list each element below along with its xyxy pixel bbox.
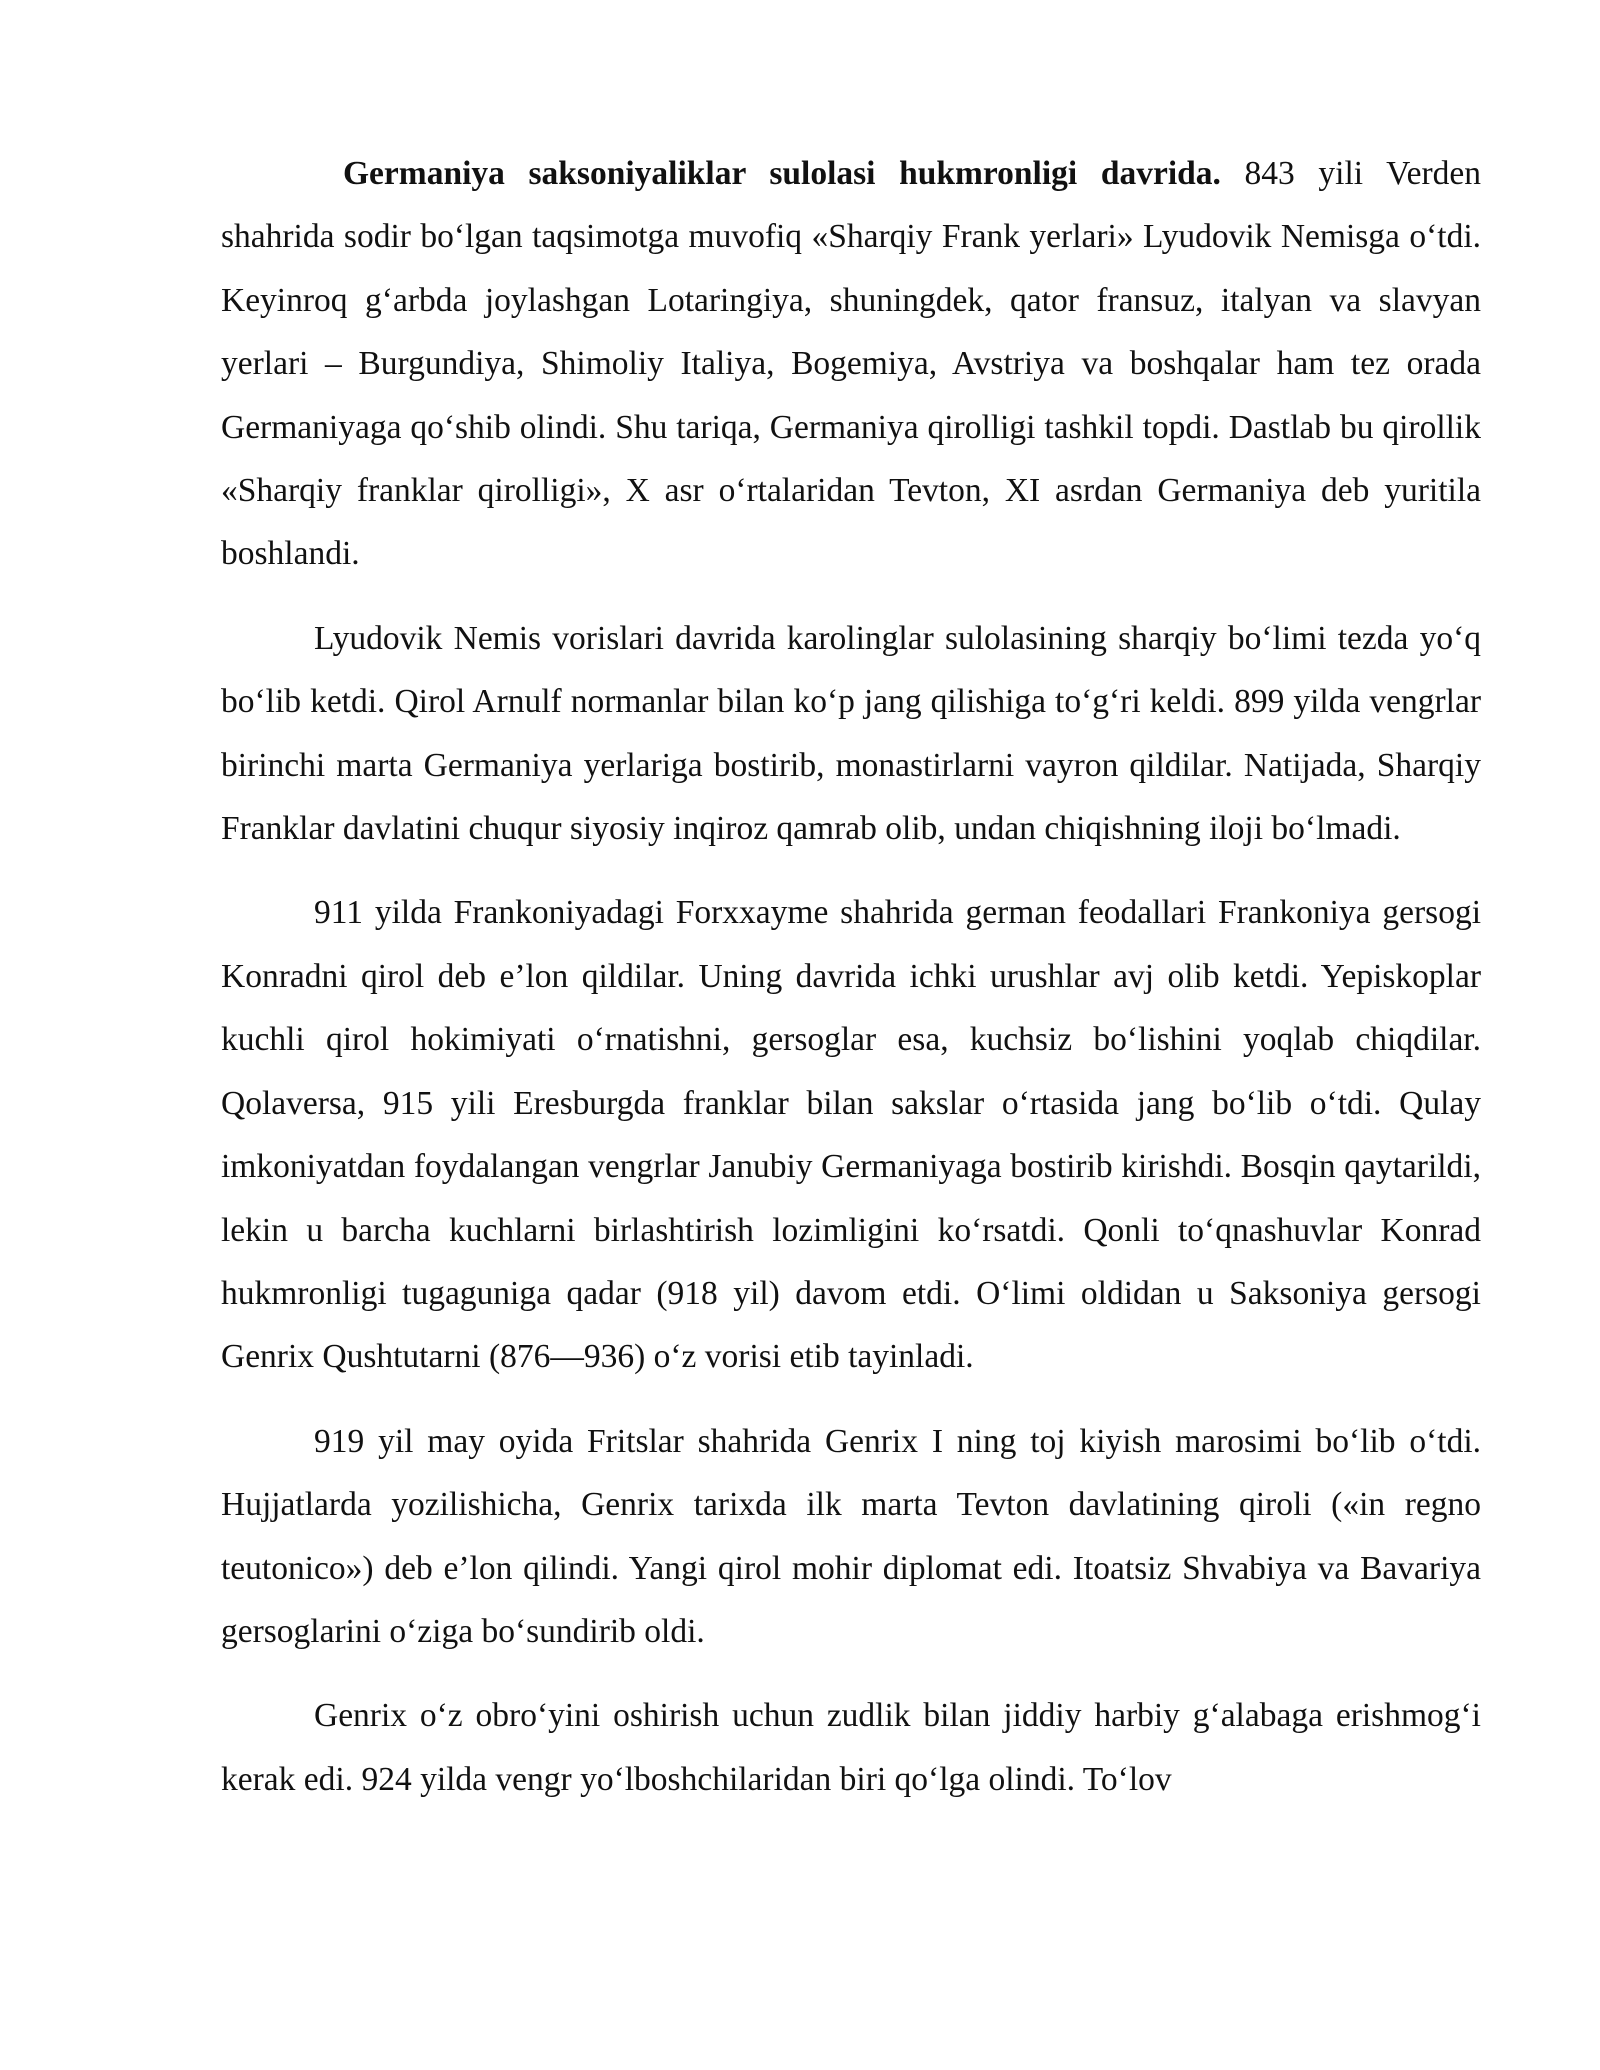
document-body	[221, 142, 1481, 1832]
paragraph-3: 911 yilda Frankoniyadagi Forxxayme shahrida german feodallari Frankoniya gersogi Konradni qirol deb e’lon qildilar. Uning davrida ichki urushlar avj olib ketdi. Yepiskoplar kuchli qirol hokimiyati o‘rnatishni, gersoglar esa, kuchsiz bo‘lishini yoqlab chiqdilar. Qolaversa, 915 yili Eresburgda franklar bilan sakslar o‘rtasida jang bo‘lib o‘tdi. Qulay imkoniyatdan foydalangan vengrlar Janubiy Germaniyaga bostirib kirishdi. Bosqin qaytarildi, lekin u barcha kuchlarni birlashtirish lozimligini ko‘rsatdi. Qonli to‘qnashuvlar Konrad hukmronligi tugaguniga qadar (918 yil) davom etdi. O‘limi oldidan u Saksoniya gersogi Genrix Qushtutarni (876—936) o‘z vorisi etib tayinladi.	[221, 894, 1481, 1376]
paragraph-2: Lyudovik Nemis vorislari davrida karolinglar sulolasining sharqiy bo‘limi tezda yo‘q bo‘lib ketdi. Qirol Arnulf normanlar bilan ko‘p jang qilishiga to‘g‘ri keldi. 899 yilda vengrlar birinchi marta Germaniya yerlariga bostirib, monastirlarni vayron qildilar. Natijada, Sharqiy Franklar davlatini chuqur siyosiy inqiroz qamrab olib, undan chiqishning iloji bo‘lmadi.	[221, 619, 1481, 848]
section-heading: Germaniya saksoniyaliklar sulolasi hukmronligi davrida.	[343, 155, 1221, 192]
paragraph-1-text: 843 yili Verden shahrida sodir bo‘lgan taqsimotga muvofiq «Sharqiy Frank yerlari» Lyudovik Nemisga o‘tdi. Keyinroq g‘arbda joylashgan Lotaringiya, shuningdek, qator fransuz, italyan va slavyan yerlari – Burgundiya, Shimoliy Italiya, Bogemiya, Avstriya va boshqalar ham tez orada Germaniyaga qo‘shib olindi. Shu tariqa, Germaniya qirolligi tashkil topdi. Dastlab bu qirollik «Sharqiy franklar qirolligi», X asr o‘rtalaridan Tevton, XI asrdan Germaniya deb yuritila boshlandi.	[221, 155, 1481, 573]
paragraph-1	[221, 142, 1481, 586]
paragraph-4: 919 yil may oyida Fritslar shahrida Genrix I ning toj kiyish marosimi bo‘lib o‘tdi. Hujjatlarda yozilishicha, Genrix tarixda ilk marta Tevton davlatining qiroli («in regno teutonico») deb e’lon qilindi. Yangi qirol mohir diplomat edi. Itoatsiz Shvabiya va Bavariya gersoglarini o‘ziga bo‘sundirib oldi.	[221, 1422, 1481, 1650]
paragraph-5: Genrix o‘z obro‘yini oshirish uchun zudlik bilan jiddiy harbiy g‘alabaga erishmog‘i kerak edi. 924 yilda vengr yo‘lboshchilaridan biri qo‘lga olindi. To‘lov	[221, 1697, 1481, 1798]
